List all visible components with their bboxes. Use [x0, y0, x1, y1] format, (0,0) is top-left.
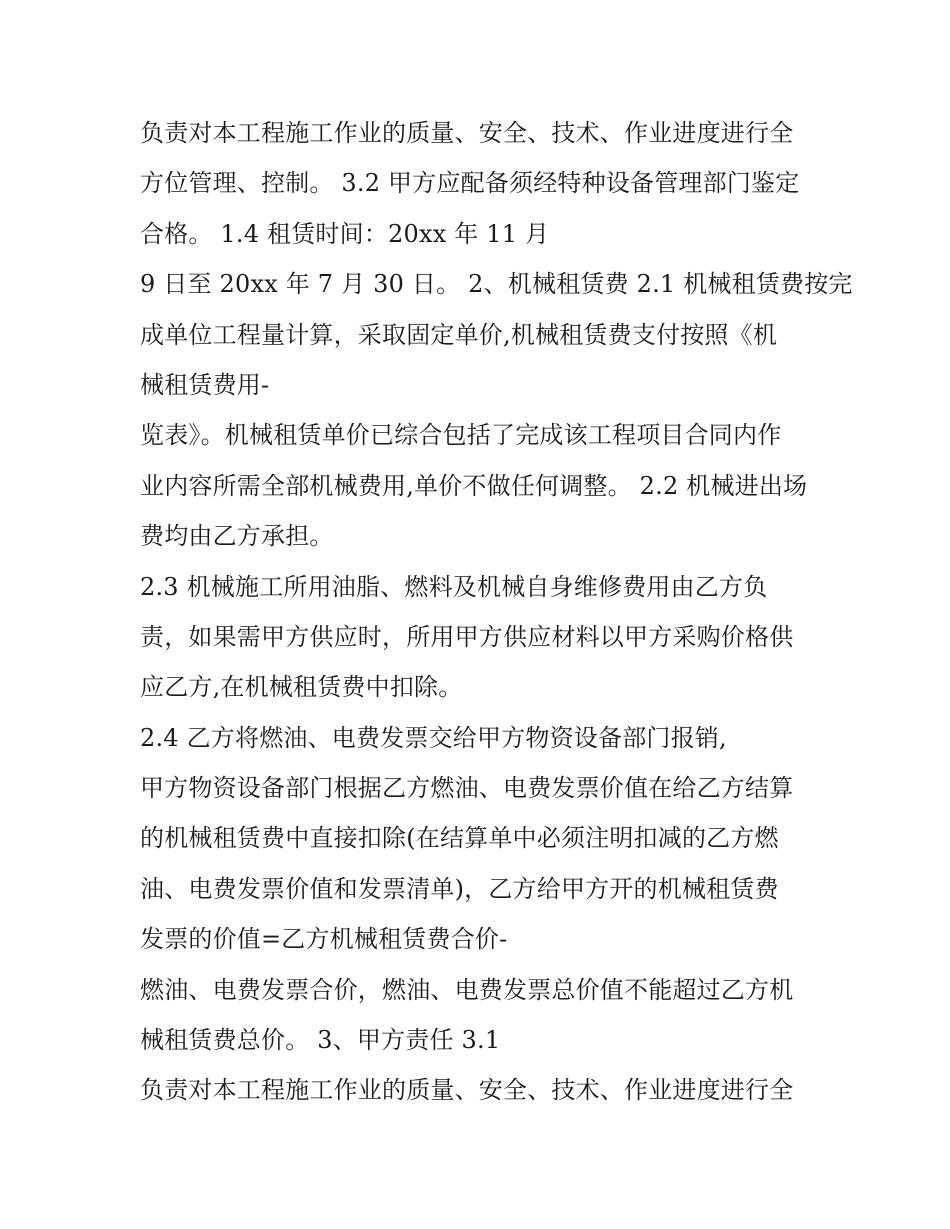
- text-line: 械租赁费用-: [140, 370, 270, 399]
- text-line: 燃油、电费发票合价，燃油、电费发票总价值不能超过乙方机: [140, 975, 794, 1004]
- text-line: 甲方物资设备部门根据乙方燃油、电费发票价值在给乙方结算: [140, 774, 794, 803]
- document-body: [140, 108, 853, 1116]
- text-line: 负责对本工程施工作业的质量、安全、技术、作业进度进行全: [140, 119, 794, 147]
- text-line: 览表》。机械租赁单价已综合包括了完成该工程项目合同内作: [140, 421, 782, 450]
- text-line: 发票的价值=乙方机械租赁费合价-: [140, 925, 508, 954]
- text-line: 费均由乙方承担。: [140, 522, 334, 551]
- text-line: 责，如果需甲方供应时，所用甲方供应材料以甲方采购价格供: [140, 622, 794, 651]
- text-line: 2.3 机械施工所用油脂、燃料及机械自身维修费用由乙方负: [140, 572, 768, 601]
- text-line: 油、电费发票价值和发票清单)，乙方给甲方开的机械租赁费: [140, 874, 779, 903]
- text-line: 的机械租赁费中直接扣除(在结算单中必须注明扣减的乙方燃: [140, 824, 779, 853]
- text-line: 合格。 1.4 租赁时间：20xx 年 11 月: [140, 219, 550, 248]
- text-line: 9 日至 20xx 年 7 月 30 日。 2、机械租赁费 2.1 机械租赁费按完: [140, 270, 853, 299]
- text-line: 成单位工程量计算，采取固定单价,机械租赁费支付按照《机: [140, 320, 778, 349]
- text-line: 业内容所需全部机械费用,单价不做任何调整。 2.2 机械进出场: [140, 471, 808, 500]
- text-line: 方位管理、控制。 3.2 甲方应配备须经特种设备管理部门鉴定: [140, 169, 800, 198]
- text-line: 2.4 乙方将燃油、电费发票交给甲方物资设备部门报销,: [140, 723, 727, 752]
- text-line: 负责对本工程施工作业的质量、安全、技术、作业进度进行全: [140, 1076, 794, 1105]
- text-line: 械租赁费总价。 3、甲方责任 3.1: [140, 1026, 501, 1055]
- text-line: 应乙方,在机械租赁费中扣除。: [140, 673, 463, 702]
